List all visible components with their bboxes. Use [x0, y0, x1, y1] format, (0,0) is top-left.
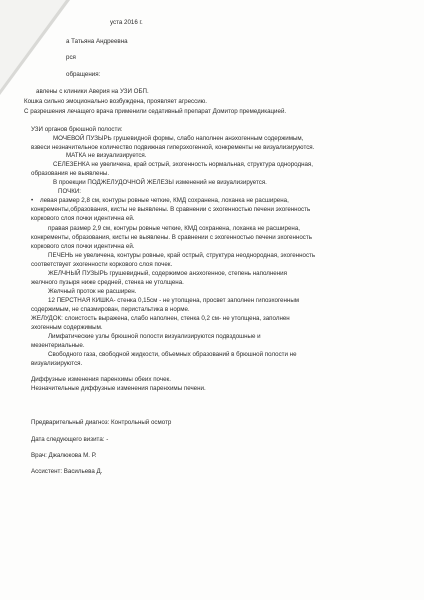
- lymph-line-2: мезентериальные.: [31, 342, 85, 349]
- intro-line-2: Кошка сильно эмоционально возбуждена, проявляет агрессию.: [24, 98, 208, 105]
- lymph-line-1: Лимфатические узлы брюшной полости визуализируются подвздошные и: [48, 333, 261, 340]
- header-field: рся: [66, 54, 76, 61]
- gallbladder-line-2: желчного пузыря ниже средней, стенка не утолщена.: [31, 279, 184, 286]
- stomach-line-1: ЖЕЛУДОК: слоистость выражена, слабо наполнен, стенка 0,2 см- не утолщена, заполнен: [31, 315, 290, 322]
- header-owner-name: а Татьяна Андреевна: [66, 38, 128, 45]
- assistant-line: Ассистент: Васильева Д.: [31, 468, 103, 475]
- diagnosis-line: Предварительный диагноз: Контрольный осмотр: [31, 419, 172, 426]
- doctor-line: Врач: Джалюкова М. Р.: [31, 452, 97, 459]
- spleen-line-1: СЕЛЕЗЕНКА не увеличена, край острый, эхогенность нормальная, структура однородная,: [53, 161, 313, 168]
- bladder-line-2: взвеси незначительное количество подвижная гиперэхогенной, конкременты не визуализируются.: [31, 144, 315, 151]
- free-gas-line-2: визуализируются.: [31, 360, 83, 367]
- duodenum-line-1: 12 ПЕРСТНАЯ КИШКА- стенка 0,15см - не утолщена, просвет заполнен гипоэхогенным: [48, 297, 300, 304]
- bladder-line-1: МОЧЕВОЙ ПУЗЫРЬ грушевидной формы, слабо наполнен анэхогенным содержимым,: [53, 135, 304, 142]
- folded-corner-edge: [0, 0, 66, 90]
- intro-line-3: С разрешения лечащего врача применили седативный препарат Домитор премедикацией.: [24, 108, 287, 115]
- intro-line-1: авлены с клиники Аверия на УЗИ ОБП.: [36, 88, 149, 95]
- kidneys-title: ПОЧКИ:: [58, 188, 82, 195]
- next-visit-line: Дата следующего визита: -: [31, 436, 109, 443]
- conclusion-line-1: Диффузные изменения паренхимы обеих почек.: [31, 376, 171, 383]
- conclusion-line-2: Незначительные диффузные изменения паренхимы печени.: [31, 385, 206, 392]
- gallbladder-line-1: ЖЕЛЧНЫЙ ПУЗЫРЬ грушевидный, содержимое анэхогенное, степень наполнения: [48, 270, 287, 277]
- liver-line-1: ПЕЧЕНЬ не увеличена, контуры ровные, край острый, структура неоднородная, эхогенность: [48, 252, 316, 259]
- bile-duct-line: Желчный проток не расширен.: [48, 288, 137, 295]
- liver-line-2: соответствует эхогенности коркового слоя почек.: [31, 261, 173, 268]
- header-date: уста 2016 г.: [110, 19, 143, 26]
- uzi-title: УЗИ органов брюшной полости:: [31, 126, 123, 133]
- right-kidney-line-1: правая размер 2,9 см, контуры ровные четкие, КМД сохранена, лоханка не расширена,: [48, 225, 300, 232]
- duodenum-line-2: содержимым, не спазмирован, перистальтика в норме.: [31, 306, 190, 313]
- left-kidney-line-1: левая размер 2,8 см, контуры ровные четкие, КМД сохранена, лоханка не расширена,: [40, 197, 289, 204]
- right-kidney-line-2: конкременты, образования, кисты не выявлены. В сравнении с эхогенностью печени эхогенность: [31, 234, 312, 241]
- left-kidney-line-3: коркового слоя почки идентична ей.: [31, 215, 135, 222]
- right-kidney-line-3: коркового слоя почки идентична ей.: [31, 243, 135, 250]
- spleen-line-2: образования не выявлены.: [31, 170, 110, 177]
- uterus-line: МАТКА не визуализируется.: [66, 152, 147, 159]
- header-reason-label: обращения:: [66, 71, 101, 78]
- stomach-line-2: эхогенным содержимым.: [31, 324, 103, 331]
- left-kidney-line-2: конкременты,образования, кисты не выявлены. В сравнении с эхогенностью печени эхогенность: [31, 206, 311, 213]
- free-gas-line-1: Свободного газа, свободной жидкости, объемных образований в брюшной полости не: [48, 351, 297, 358]
- pancreas-line: В проекции ПОДЖЕЛУДОЧНОЙ ЖЕЛЕЗЫ изменений не визуализируется.: [53, 179, 267, 186]
- bullet-mark: •: [31, 197, 34, 204]
